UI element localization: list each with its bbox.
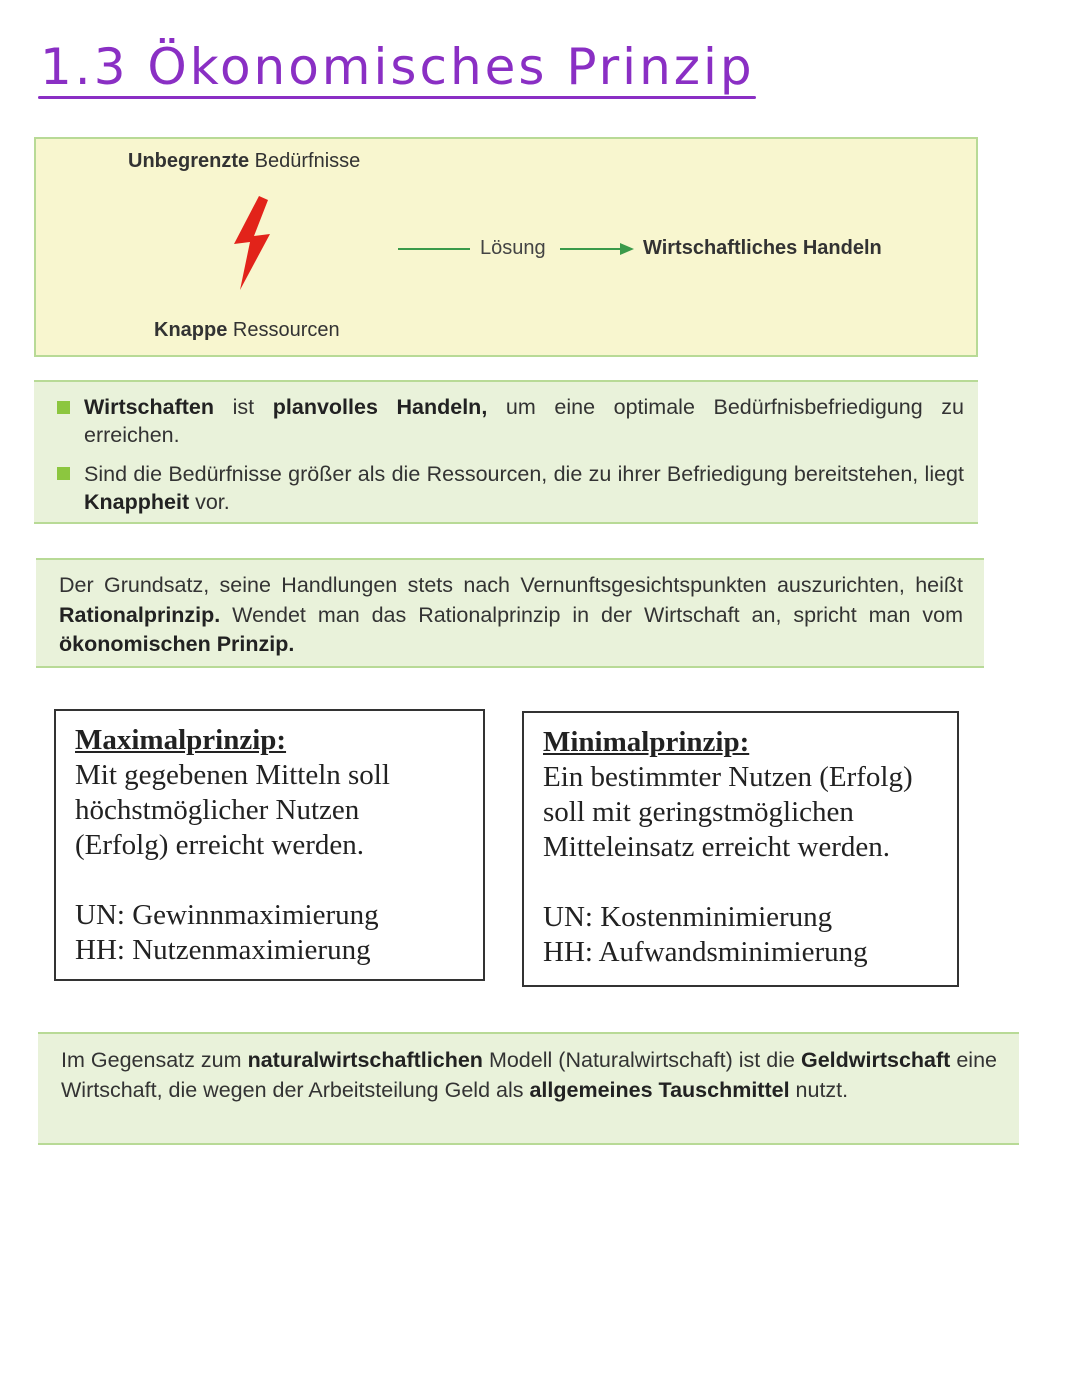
bullet-icon [57,467,70,480]
scarce-resources-label: Knappe Ressourcen [154,319,340,341]
bullet-economizing: Wirtschaften ist planvolles Handeln, um eine optimale Bedürfnisbefriedigung zu erreichen. [84,395,964,447]
minimal-hh: HH: Aufwandsminimierung [543,936,868,968]
maximal-heading: Maximalprinzip: [75,724,287,756]
minimal-line: Ein bestimmter Nutzen (Erfolg) [543,761,913,793]
title-underline [38,96,756,99]
maximal-principle-box [54,709,485,981]
maximal-line: höchstmöglicher Nutzen [75,794,360,826]
minimal-un: UN: Kostenminimierung [543,901,833,933]
flow-line [398,248,470,250]
unlimited-needs-label: Unbegrenzte Bedürfnisse [128,150,361,172]
maximal-un: UN: Gewinnmaximierung [75,899,379,931]
minimal-principle-box [522,711,959,987]
bullet-icon [57,401,70,414]
maximal-line: (Erfolg) erreicht werden. [75,829,365,861]
minimal-heading: Minimalprinzip: [543,726,750,758]
maximal-line: Mit gegebenen Mitteln soll [75,759,390,791]
rational-principle-text: Der Grundsatz, seine Handlungen stets nach Vernunftsgesichtspunkten auszurichten, heißt Rationalprinzip. Wendet man das Rationalprinzip in der Wirtschaft an, spricht man vom ökonomischen Prinzip. [59,573,963,656]
solution-label: Lösung [480,237,546,259]
maximal-hh: HH: Nutzenmaximierung [75,934,371,966]
arrow-right-icon [560,240,636,258]
minimal-line: Mitteleinsatz erreicht werden. [543,831,891,863]
economic-action-label: Wirtschaftliches Handeln [643,237,882,259]
lightning-bolt-icon [226,194,276,294]
page-title: 1.3 Ökonomisches Prinzip [40,38,755,96]
money-economy-text: Im Gegensatz zum naturalwirtschaftlichen Modell (Naturalwirtschaft) ist die Geldwirtschaft eine Wirtschaft, die wegen der Arbeitsteilung Geld als allgemeines Tauschmittel nutzt. [61,1048,997,1102]
bullet-scarcity: Sind die Bedürfnisse größer als die Ressourcen, die zu ihrer Befriedigung bereitstehen, liegt Knappheit vor. [84,462,964,514]
minimal-line: soll mit geringstmöglichen [543,796,854,828]
